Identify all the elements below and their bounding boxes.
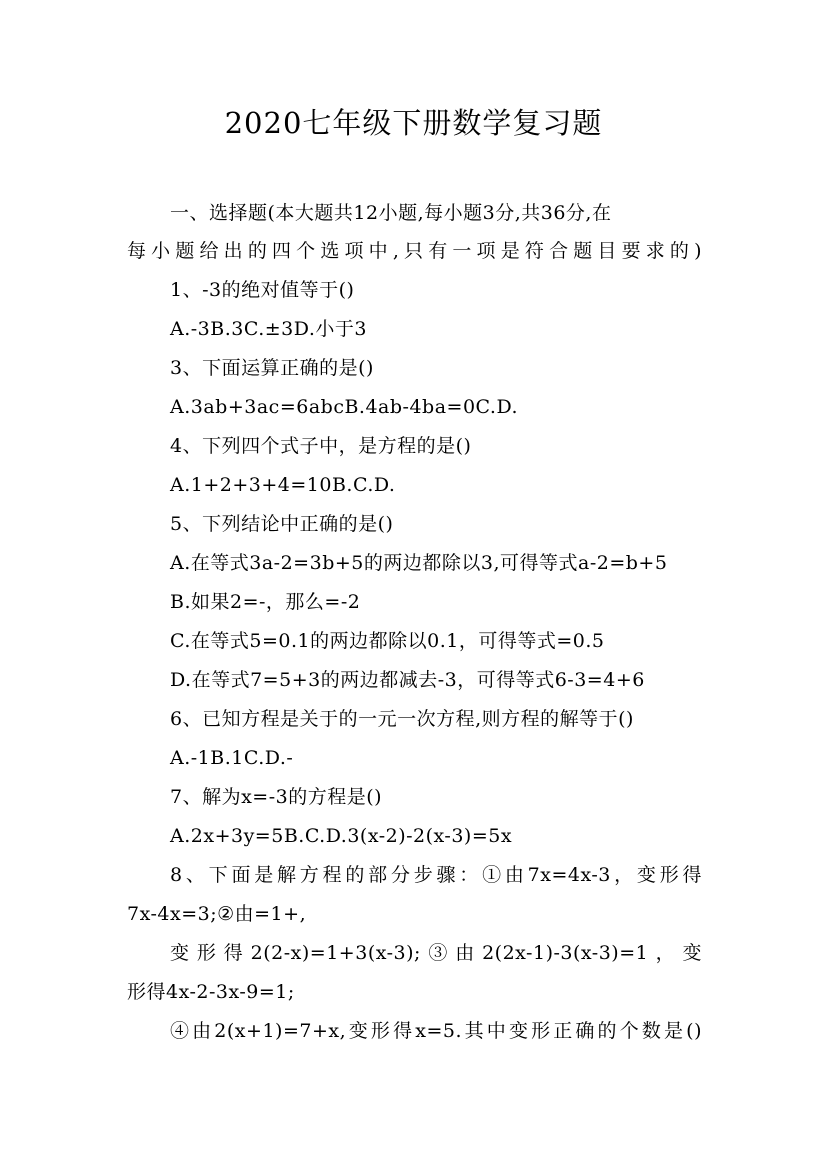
question-1: 1、-3的绝对值等于() <box>170 279 355 301</box>
question-1-options: A.-3B.3C.±3D.小于3 <box>170 318 367 340</box>
question-3-options: A.3ab+3ac=6abcB.4ab-4ba=0C.D. <box>170 396 519 418</box>
question-4-options: A.1+2+3+4=10B.C.D. <box>170 474 396 496</box>
question-5-option-d: D.在等式7=5+3的两边都减去-3，可得等式6-3=4+6 <box>170 669 645 691</box>
question-8-line-2: 7x-4x=3;②由=1+, <box>127 903 307 925</box>
question-4: 4、下列四个式子中，是方程的是() <box>170 435 472 457</box>
question-5-option-c: C.在等式5=0.1的两边都除以0.1，可得等式=0.5 <box>170 630 605 652</box>
question-5: 5、下列结论中正确的是() <box>170 513 394 535</box>
question-8-line-1: 8、下面是解方程的部分步骤：①由7x=4x-3，变形得 <box>170 864 702 886</box>
question-6: 6、已知方程是关于的一元一次方程,则方程的解等于() <box>170 708 634 730</box>
section-heading-line-2: 每小题给出的四个选项中,只有一项是符合题目要求的) <box>127 240 702 262</box>
document-title: 2020七年级下册数学复习题 <box>224 106 603 140</box>
question-8-line-4: 形得4x-2-3x-9=1; <box>127 981 295 1003</box>
question-8-line-3: 变形得2(2-x)=1+3(x-3);③由2(2x-1)-3(x-3)=1，变 <box>170 942 702 964</box>
question-5-option-b: B.如果2=-，那么=-2 <box>170 591 361 613</box>
question-7-options: A.2x+3y=5B.C.D.3(x-2)-2(x-3)=5x <box>170 825 513 847</box>
section-heading-line-1: 一、选择题(本大题共12小题,每小题3分,共36分,在 <box>170 202 612 224</box>
question-5-option-a: A.在等式3a-2=3b+5的两边都除以3,可得等式a-2=b+5 <box>170 552 668 574</box>
question-7: 7、解为x=-3的方程是() <box>170 786 383 808</box>
question-3: 3、下面运算正确的是() <box>170 357 374 379</box>
question-8-line-5: ④由2(x+1)=7+x,变形得x=5.其中变形正确的个数是() <box>170 1020 702 1042</box>
question-6-options: A.-1B.1C.D.- <box>170 747 294 769</box>
